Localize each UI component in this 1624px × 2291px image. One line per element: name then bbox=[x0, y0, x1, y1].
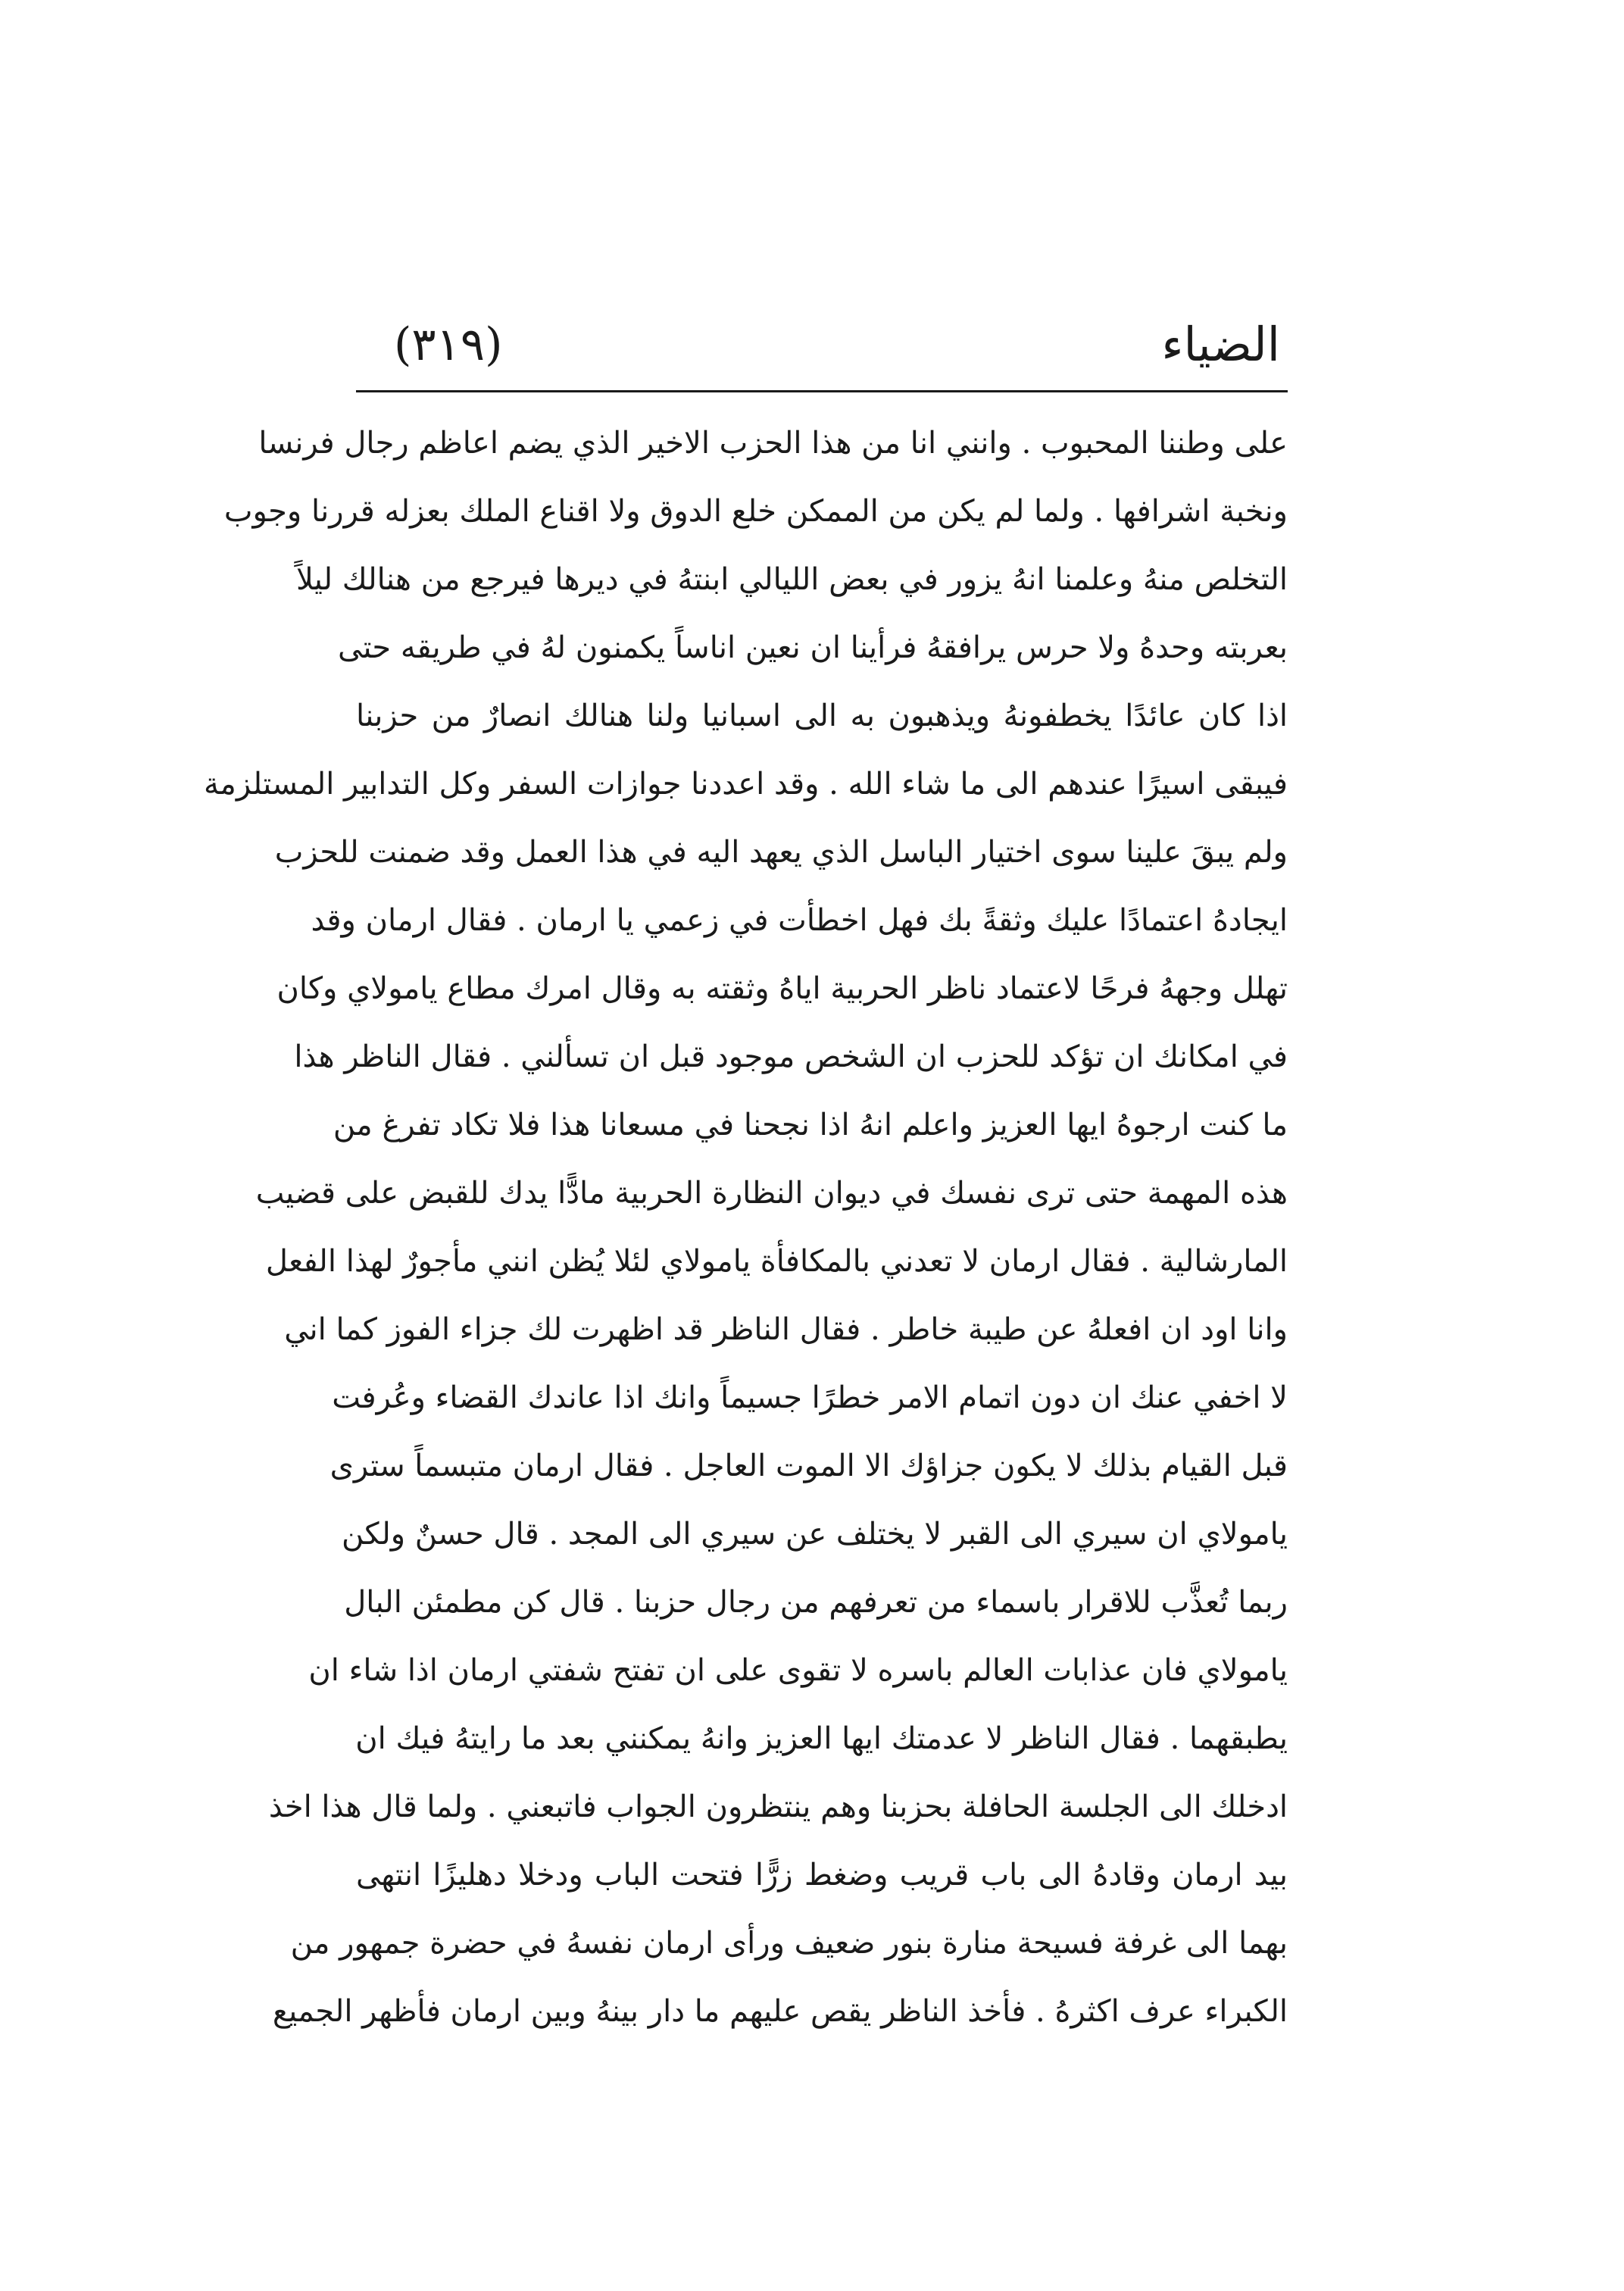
body-text bbox=[203, 409, 1288, 2046]
page-header bbox=[356, 299, 1288, 390]
text-line-20: يطبقهما . فقال الناظر لا عدمتك ايها العزيز وانهُ يمكنني بعد ما رايتهُ فيك ان bbox=[355, 1721, 1288, 1756]
text-line-11: ما كنت ارجوهُ ايها العزيز واعلم انهُ اذا نجحنا في مسعانا هذا فلا تكاد تفرغ من bbox=[333, 1108, 1288, 1142]
text-line-2: ونخبة اشرافها . ولما لم يكن من الممكن خلع الدوق ولا اقناع الملك بعزله قررنا وجوب bbox=[223, 494, 1288, 529]
text-line-5: اذا كان عائدًا يخطفونهُ ويذهبون به الى اسبانيا ولنا هنالك انصارٌ من حزبنا bbox=[356, 699, 1288, 733]
text-line-18: ربما تُعذَّب للاقرار باسماء من تعرفهم من رجال حزبنا . قال كن مطمئن البال bbox=[344, 1585, 1288, 1620]
text-line-6: فيبقى اسيرًا عندهم الى ما شاء الله . وقد اعددنا جوازات السفر وكل التدابير المستلزمة bbox=[203, 767, 1288, 802]
text-line-9: تهلل وجههُ فرحًا لاعتماد ناظر الحربية اياهُ وثقته به وقال امرك مطاع يامولاي وكان bbox=[276, 971, 1288, 1006]
text-line-21: ادخلك الى الجلسة الحافلة بحزبنا وهم ينتظرون الجواب فاتبعني . ولما قال هذا اخذ bbox=[268, 1789, 1288, 1824]
text-line-19: يامولاي فان عذابات العالم باسره لا تقوى على ان تفتح شفتي ارمان اذا شاء ان bbox=[308, 1653, 1288, 1688]
header-rule bbox=[356, 390, 1288, 392]
text-line-10: في امكانك ان تؤكد للحزب ان الشخص موجود قبل ان تسألني . فقال الناظر هذا bbox=[294, 1039, 1288, 1074]
text-line-7: ولم يبقَ علينا سوى اختيار الباسل الذي يعهد اليه في هذا العمل وقد ضمنت للحزب bbox=[274, 835, 1288, 870]
text-line-24: الكبراء عرف اكثرهُ . فأخذ الناظر يقص عليهم ما دار بينهُ وبين ارمان فأظهر الجميع bbox=[272, 1994, 1288, 2029]
text-line-13: المارشالية . فقال ارمان لا تعدني بالمكافأة يامولاي لئلا يُظن انني مأجورٌ لهذا الفعل bbox=[265, 1244, 1288, 1279]
text-line-15: لا اخفي عنك ان دون اتمام الامر خطرًا جسيماً وانك اذا عاندك القضاء وعُرفت bbox=[332, 1380, 1288, 1415]
text-line-16: قبل القيام بذلك لا يكون جزاؤك الا الموت العاجل . فقال ارمان متبسماً سترى bbox=[329, 1449, 1288, 1483]
text-line-14: وانا اود ان افعلهُ عن طيبة خاطر . فقال الناظر قد اظهرت لك جزاء الفوز كما اني bbox=[284, 1312, 1288, 1347]
text-line-1: على وطننا المحبوب . وانني انا من هذا الحزب الاخير الذي يضم اعاظم رجال فرنسا bbox=[258, 426, 1288, 461]
text-line-8: ايجادهُ اعتمادًا عليك وثقةً بك فهل اخطأت في زعمي يا ارمان . فقال ارمان وقد bbox=[311, 903, 1288, 938]
text-line-22: بيد ارمان وقادهُ الى باب قريب وضغط زرًّا فتحت الباب ودخلا دهليزًا انتهى bbox=[356, 1858, 1288, 1892]
text-line-17: يامولاي ان سيري الى القبر لا يختلف عن سيري الى المجد . قال حسنٌ ولكن bbox=[342, 1517, 1288, 1552]
running-title: الضياء bbox=[1161, 317, 1280, 372]
text-line-23: بهما الى غرفة فسيحة منارة بنور ضعيف ورأى ارمان نفسهُ في حضرة جمهور من bbox=[290, 1926, 1288, 1961]
page-number: (٣١٩) bbox=[394, 318, 503, 371]
text-line-12: هذه المهمة حتى ترى نفسك في ديوان النظارة الحربية مادًّا يدك للقبض على قضيب bbox=[255, 1176, 1288, 1211]
text-line-4: بعربته وحدهُ ولا حرس يرافقهُ فرأينا ان نعين اناساً يكمنون لهُ في طريقه حتى bbox=[338, 630, 1288, 665]
text-line-3: التخلص منهُ وعلمنا انهُ يزور في بعض الليالي ابنتهُ في ديرها فيرجع من هنالك ليلاً bbox=[295, 562, 1288, 597]
